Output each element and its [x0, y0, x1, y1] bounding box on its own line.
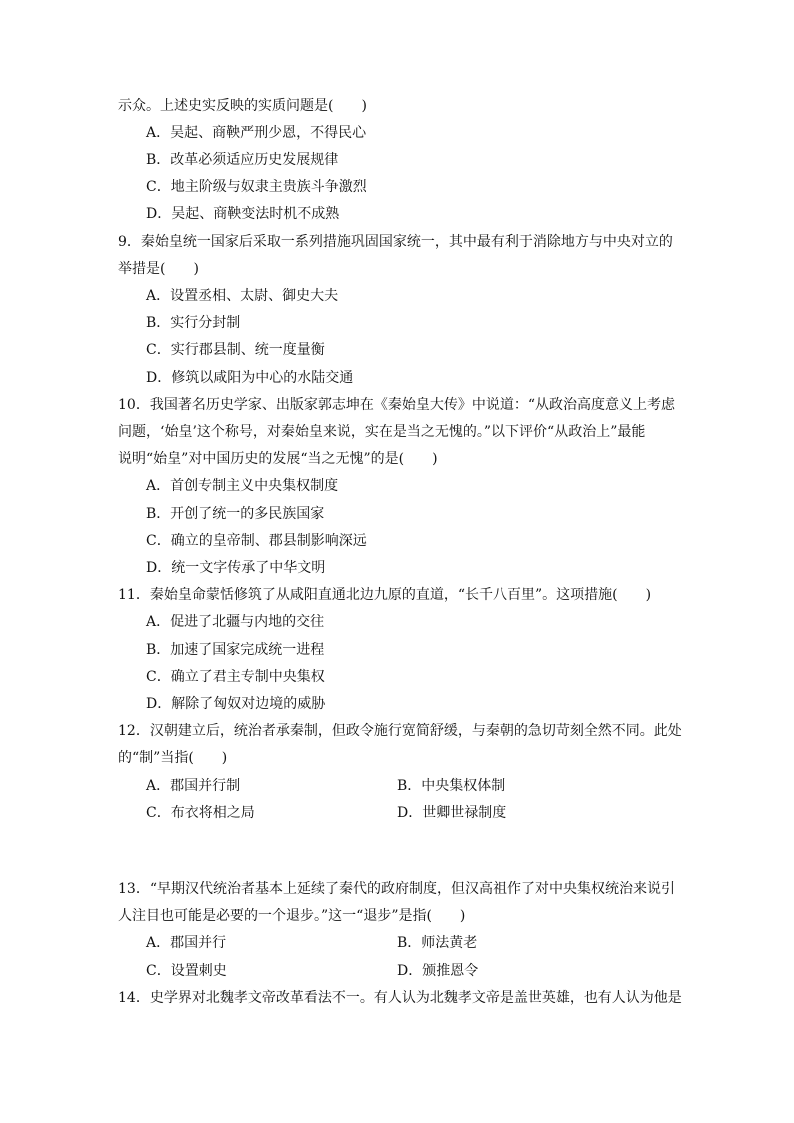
question-10-stem: 问题，‘始皇’这个称号，对秦始皇来说，实在是当之无愧的。”以下评价“从政治上”最能 — [118, 424, 646, 440]
question-8-option-a: A．吴起、商鞅严刑少恩，不得民心 — [146, 125, 367, 141]
question-12-option-a: A．郡国并行制 — [146, 778, 241, 794]
question-11-option-b: B．加速了国家完成统一进程 — [146, 642, 325, 658]
question-14-stem: 14．史学界对北魏孝文帝改革看法不一。有人认为北魏孝文帝是盖世英雄，也有人认为他是 — [118, 990, 682, 1006]
question-10-option-a: A．首创专制主义中央集权制度 — [146, 478, 339, 494]
question-11-option-a: A．促进了北疆与内地的交往 — [146, 614, 325, 630]
question-11-option-d: D．解除了匈奴对边境的威胁 — [146, 696, 326, 712]
question-8-option-d: D．吴起、商鞅变法时机不成熟 — [146, 206, 340, 222]
question-10-option-c: C．确立的皇帝制、郡县制影响深远 — [146, 533, 367, 549]
question-12-stem: 12．汉朝建立后，统治者承秦制，但政令施行宽简舒缓，与秦朝的急切苛刻全然不同。此处 — [118, 723, 682, 739]
question-13-option-d: D．颁推恩令 — [397, 963, 479, 979]
question-12-option-d: D．世卿世禄制度 — [397, 805, 507, 821]
question-9-option-c: C．实行郡县制、统一度量衡 — [146, 342, 325, 358]
question-8-option-c: C．地主阶级与奴隶主贵族斗争激烈 — [146, 179, 367, 195]
question-9-option-a: A．设置丞相、太尉、御史大夫 — [146, 288, 339, 304]
question-8-stem-end: 示众。上述史实反映的实质问题是( ) — [118, 98, 367, 114]
question-12-option-c: C．布衣将相之局 — [146, 805, 255, 821]
question-13-option-a: A．郡国并行 — [146, 935, 227, 951]
question-12-stem: 的“制”当指( ) — [118, 750, 228, 766]
question-13-option-b: B．师法黄老 — [397, 935, 478, 951]
question-13-stem: 人注目也可能是必要的一个退步。”这一“退步”是指( ) — [118, 908, 466, 924]
question-9-stem: 9．秦始皇统一国家后采取一系列措施巩固国家统一，其中最有利于消除地方与中央对立的 — [118, 234, 673, 250]
question-13-stem: 13．“早期汉代统治者基本上延续了秦代的政府制度，但汉高祖作了对中央集权统治来说引 — [118, 881, 675, 897]
question-10-option-d: D．统一文字传承了中华文明 — [146, 560, 326, 576]
question-8-option-b: B．改革必须适应历史发展规律 — [146, 152, 339, 168]
question-12-option-b: B．中央集权体制 — [397, 778, 506, 794]
question-10-stem: 说明“始皇”对中国历史的发展“当之无愧”的是( ) — [118, 451, 438, 467]
question-10-stem: 10．我国著名历史学家、出版家郭志坤在《秦始皇大传》中说道：“从政治高度意义上考虑 — [118, 397, 675, 413]
question-9-option-d: D．修筑以咸阳为中心的水陆交通 — [146, 370, 354, 386]
question-10-option-b: B．开创了统一的多民族国家 — [146, 506, 325, 522]
question-13-option-c: C．设置刺史 — [146, 963, 227, 979]
question-9-option-b: B．实行分封制 — [146, 315, 241, 331]
question-11-option-c: C．确立了君主专制中央集权 — [146, 669, 325, 685]
question-11-stem: 11．秦始皇命蒙恬修筑了从咸阳直通北边九原的直道，“长千八百里”。这项措施( ) — [118, 587, 652, 603]
question-9-stem: 举措是( ) — [118, 261, 199, 277]
